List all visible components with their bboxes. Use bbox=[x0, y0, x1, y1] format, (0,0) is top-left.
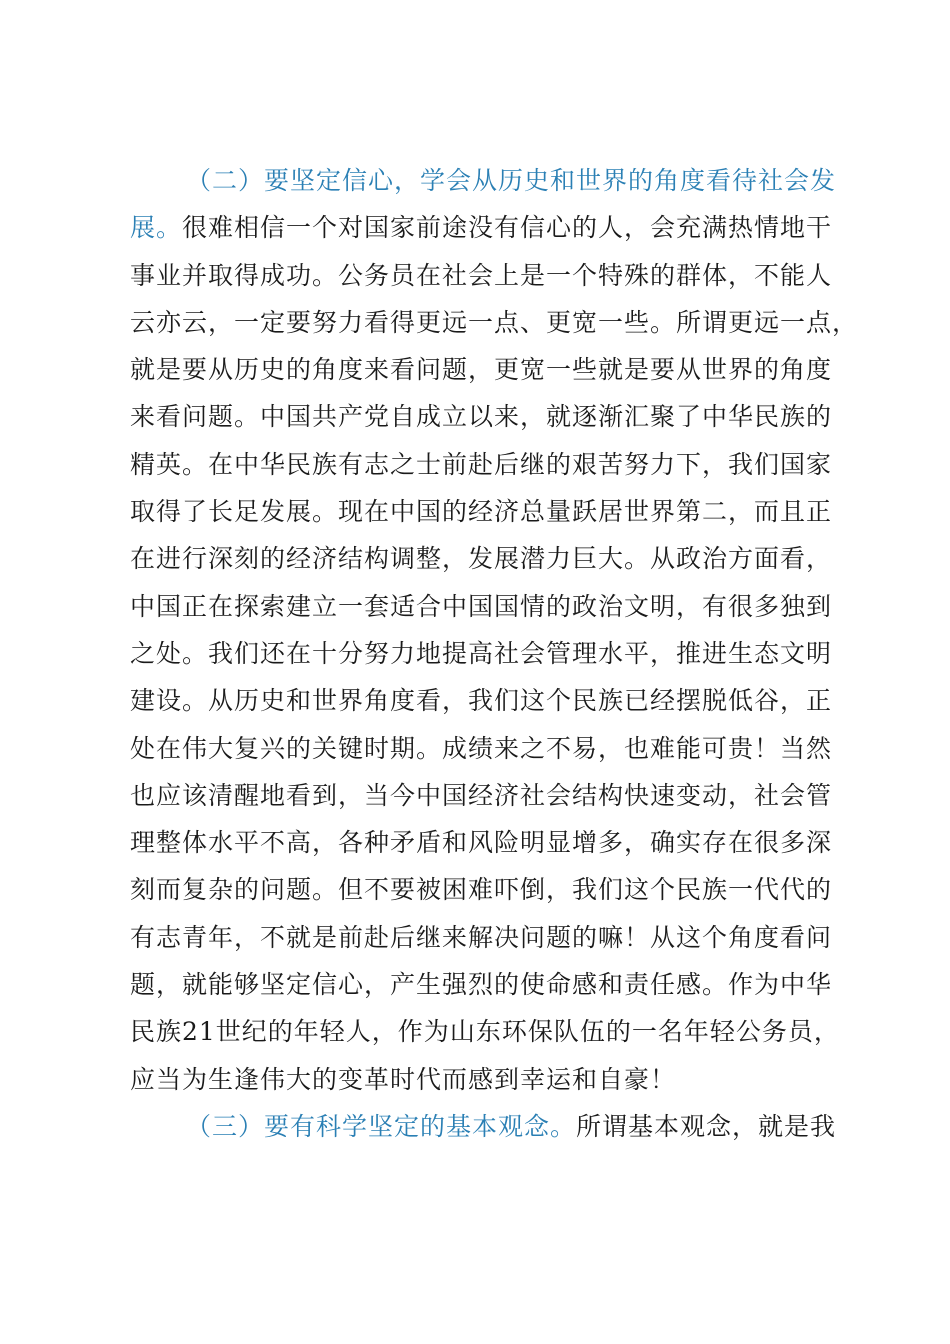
paragraph-2-line-1 bbox=[130, 157, 837, 204]
paragraph-2-line-2 bbox=[130, 204, 833, 251]
paragraph-text: 所谓基本观念，就是我 bbox=[576, 1111, 837, 1141]
paragraph-line: 来看问题。中国共产党自成立以来，就逐渐汇聚了中华民族的 bbox=[130, 402, 833, 432]
paragraph-line: 取得了长足发展。现在中国的经济总量跃居世界第二，而且正 bbox=[130, 497, 833, 527]
paragraph-line: 事业并取得成功。公务员在社会上是一个特殊的群体，不能人 bbox=[130, 260, 833, 290]
paragraph-line: 有志青年，不就是前赴后继来解决问题的嘛！从这个角度看问 bbox=[130, 922, 833, 952]
paragraph-line: 处在伟大复兴的关键时期。成绩来之不易，也难能可贵！当然 bbox=[130, 733, 833, 763]
paragraph-line: 也应该清醒地看到，当今中国经济社会结构快速变动，社会管 bbox=[130, 780, 833, 810]
paragraph-3-line-1 bbox=[130, 1103, 837, 1150]
paragraph-line: 建设。从历史和世界角度看，我们这个民族已经摆脱低谷，正 bbox=[130, 686, 833, 716]
paragraph-line: 在进行深刻的经济结构调整，发展潜力巨大。从政治方面看， bbox=[130, 544, 833, 574]
paragraph-line: 精英。在中华民族有志之士前赴后继的艰苦努力下，我们国家 bbox=[130, 449, 833, 479]
paragraph-text: 很难相信一个对国家前途没有信心的人，会充满热情地干 bbox=[182, 213, 833, 243]
paragraph-line: 民族21世纪的年轻人，作为山东环保队伍的一名年轻公务员， bbox=[130, 1017, 840, 1047]
section-heading-2-end: 展。 bbox=[130, 213, 183, 243]
paragraph-line: 理整体水平不高，各种矛盾和风险明显增多，确实存在很多深 bbox=[130, 828, 833, 858]
paragraph-line: 云亦云，一定要努力看得更远一点、更宽一些。所谓更远一点， bbox=[130, 307, 859, 337]
paragraph-line: 就是要从历史的角度来看问题，更宽一些就是要从世界的角度 bbox=[130, 355, 833, 385]
paragraph-line: 刻而复杂的问题。但不要被困难吓倒，我们这个民族一代代的 bbox=[130, 875, 833, 905]
paragraph-line: 题，就能够坚定信心，产生强烈的使命感和责任感。作为中华 bbox=[130, 970, 833, 1000]
paragraph-last-line: 应当为生逢伟大的变革时代而感到幸运和自豪！ bbox=[130, 1064, 677, 1094]
section-heading-3: （三）要有科学坚定的基本观念。 bbox=[186, 1111, 577, 1141]
paragraph-line: 中国正在探索建立一套适合中国国情的政治文明，有很多独到 bbox=[130, 591, 833, 621]
section-heading-2: （二）要坚定信心，学会从历史和世界的角度看待社会发 bbox=[186, 166, 837, 195]
body-text bbox=[130, 157, 859, 1150]
paragraph-line: 之处。我们还在十分努力地提高社会管理水平，推进生态文明 bbox=[130, 638, 833, 668]
